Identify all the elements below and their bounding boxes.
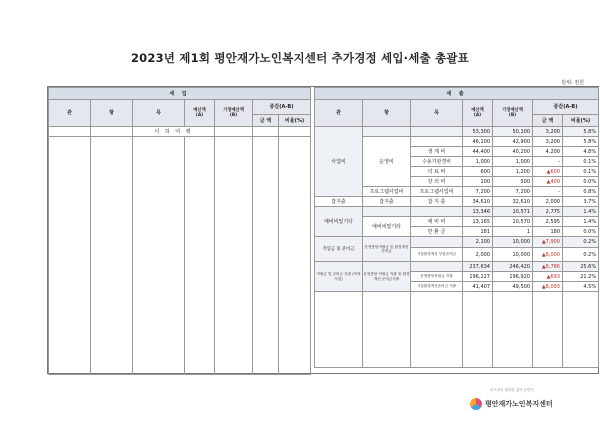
table-cell: 시설환경개선준비금 지출 (411, 282, 463, 292)
col-diff: 증감(A-B) (533, 100, 599, 115)
table-cell: 34,610 (463, 197, 493, 207)
table-cell: 10,000 (493, 237, 533, 248)
table-cell: 50,100 (493, 127, 533, 137)
expense-table (314, 87, 599, 368)
table-cell: 196,920 (493, 272, 533, 282)
col-mok: 목 (411, 100, 463, 127)
table-cell: 예 비 비 (411, 217, 463, 227)
table-cell: 3,200 (533, 127, 563, 137)
logo-mark-icon (470, 398, 482, 410)
logo-name: 평안재가노인복지센터 (485, 400, 553, 408)
table-cell: ▲400 (533, 177, 563, 187)
table-cell: ▲7,900 (533, 237, 563, 248)
col-prev-budget: 기정예산액 (B) (493, 100, 533, 127)
revenue-table (48, 87, 311, 375)
table-cell: 1 (493, 227, 533, 237)
table-cell: 7,200 (463, 187, 493, 197)
table-cell: 2,595 (533, 217, 563, 227)
table-cell: 600 (463, 167, 493, 177)
table-cell: 3,200 (533, 137, 563, 147)
gwan-cell: 잡지출 (315, 197, 363, 207)
table-cell: 0.2% (563, 248, 599, 262)
table-cell: 5.8% (563, 127, 599, 137)
table-cell: 25.6% (563, 262, 599, 272)
col-hang: 항 (91, 100, 133, 127)
table-cell: 2,000 (463, 248, 493, 262)
table-cell (411, 127, 463, 137)
table-cell: 0.2% (563, 237, 599, 248)
col-amount: 금 액 (533, 115, 563, 127)
col-ratio: 비율(%) (563, 115, 599, 127)
table-cell: 반 환 금 (411, 227, 463, 237)
table-cell: 0.1% (563, 157, 599, 167)
hang-cell: 잡지출 (363, 197, 411, 207)
table-cell: 13,165 (463, 217, 493, 227)
col-mok: 목 (133, 100, 185, 127)
gwan-cell: 예비비및기타 (315, 207, 363, 237)
table-cell: 181 (463, 227, 493, 237)
table-cell: 잡 지 출 (411, 197, 463, 207)
table-cell: 44,400 (463, 147, 493, 157)
table-cell: ▲8,000 (533, 248, 563, 262)
table-cell: 1,000 (493, 157, 533, 167)
table-cell: ▲8,093 (533, 282, 563, 292)
unit-label: 단위: 천원 (561, 80, 584, 86)
table-cell: 수용기관경비 (411, 157, 463, 167)
table-cell: 2,000 (533, 197, 563, 207)
table-cell: 0.0% (563, 227, 599, 237)
table-cell: 180 (533, 227, 563, 237)
table-cell: 10,000 (493, 248, 533, 262)
col-diff: 증감(A-B) (253, 100, 311, 115)
hang-cell: 운영비 (363, 137, 411, 187)
table-cell: 의 료 비 (411, 167, 463, 177)
table-cell: 장 의 비 (411, 177, 463, 187)
table-cell: 시설환경개선 부담준비금 (411, 248, 463, 262)
col-hang: 항 (363, 100, 411, 127)
gwan-cell: 적립금 및 준비금 (315, 237, 363, 262)
table-cell: 1,000 (463, 157, 493, 167)
table-cell: - (533, 187, 563, 197)
table-cell: 10,570 (493, 217, 533, 227)
table-cell: 5.8% (563, 137, 599, 147)
col-budget: 예산액 (A) (463, 100, 493, 127)
expense-section-header: 세 출 (315, 88, 599, 100)
table-cell: 4.8% (563, 147, 599, 157)
table-cell: 21.2% (563, 272, 599, 282)
table-cell: 0.1% (563, 167, 599, 177)
gwan-cell: 적립금 및 준비금 지출 (목적사업) (315, 262, 363, 292)
table-cell: 40,200 (493, 147, 533, 157)
table-cell (411, 237, 463, 248)
table-cell (411, 137, 463, 147)
gwan-cell: 사업비 (315, 127, 363, 197)
table-cell: ▲600 (533, 167, 563, 177)
blank-marker: 이 하 여 백 (133, 127, 215, 137)
table-cell: 2,100 (463, 237, 493, 248)
col-ratio: 비율(%) (279, 115, 311, 127)
org-logo (470, 388, 580, 418)
table-cell: 49,500 (493, 282, 533, 292)
table-cell: 500 (493, 177, 533, 187)
logo-tagline: 어르신의 행복한 삶의 동반자 (490, 388, 534, 392)
summary-sheet (47, 86, 599, 374)
table-cell: 237,634 (463, 262, 493, 272)
col-amount: 금 액 (253, 115, 279, 127)
table-cell: - (533, 157, 563, 167)
table-cell: 13,346 (463, 207, 493, 217)
table-cell: 100 (463, 177, 493, 187)
table-cell: 7,200 (493, 187, 533, 197)
table-cell: 0.8% (563, 187, 599, 197)
hang-cell: 프로그램사업비 (363, 187, 411, 197)
col-gwan: 관 (49, 100, 91, 127)
table-cell: 4,200 (533, 147, 563, 157)
table-cell: ▲8,786 (533, 262, 563, 272)
table-cell: 1,200 (493, 167, 533, 177)
table-cell: 생 계 비 (411, 147, 463, 157)
table-cell: 41,407 (463, 282, 493, 292)
col-budget: 예산액 (A) (185, 100, 215, 127)
table-cell: 1.4% (563, 217, 599, 227)
table-cell: 1.4% (563, 207, 599, 217)
table-cell: 2,775 (533, 207, 563, 217)
table-cell: 프로그램사업비 (411, 187, 463, 197)
table-cell: 46,100 (463, 137, 493, 147)
table-cell: 10,571 (493, 207, 533, 217)
page-title: 2023년 제1회 평안재가노인복지센터 추가경정 세입·세출 총괄표 (130, 51, 469, 65)
table-cell: 운영충당적립금 지출 (411, 272, 463, 282)
table-cell: 32,610 (493, 197, 533, 207)
table-cell: 53,300 (463, 127, 493, 137)
hang-cell: 운영충당적립금 및 환경개선준비금 (363, 237, 411, 262)
table-cell: 246,420 (493, 262, 533, 272)
table-cell: 4.5% (563, 282, 599, 292)
revenue-section-header: 세 입 (49, 88, 311, 100)
table-cell: 3.7% (563, 197, 599, 207)
col-gwan: 관 (315, 100, 363, 127)
hang-cell: 예비비및기타 (363, 217, 411, 237)
table-cell: 196,227 (463, 272, 493, 282)
hang-cell: 운영충당 적립금 지출 및 환경개선 준비금지출 (363, 262, 411, 292)
table-cell: ▲693 (533, 272, 563, 282)
table-cell: 0.0% (563, 177, 599, 187)
table-cell (411, 207, 463, 217)
col-prev-budget: 기정예산액 (B) (215, 100, 253, 127)
table-cell (411, 262, 463, 272)
table-cell: 42,900 (493, 137, 533, 147)
